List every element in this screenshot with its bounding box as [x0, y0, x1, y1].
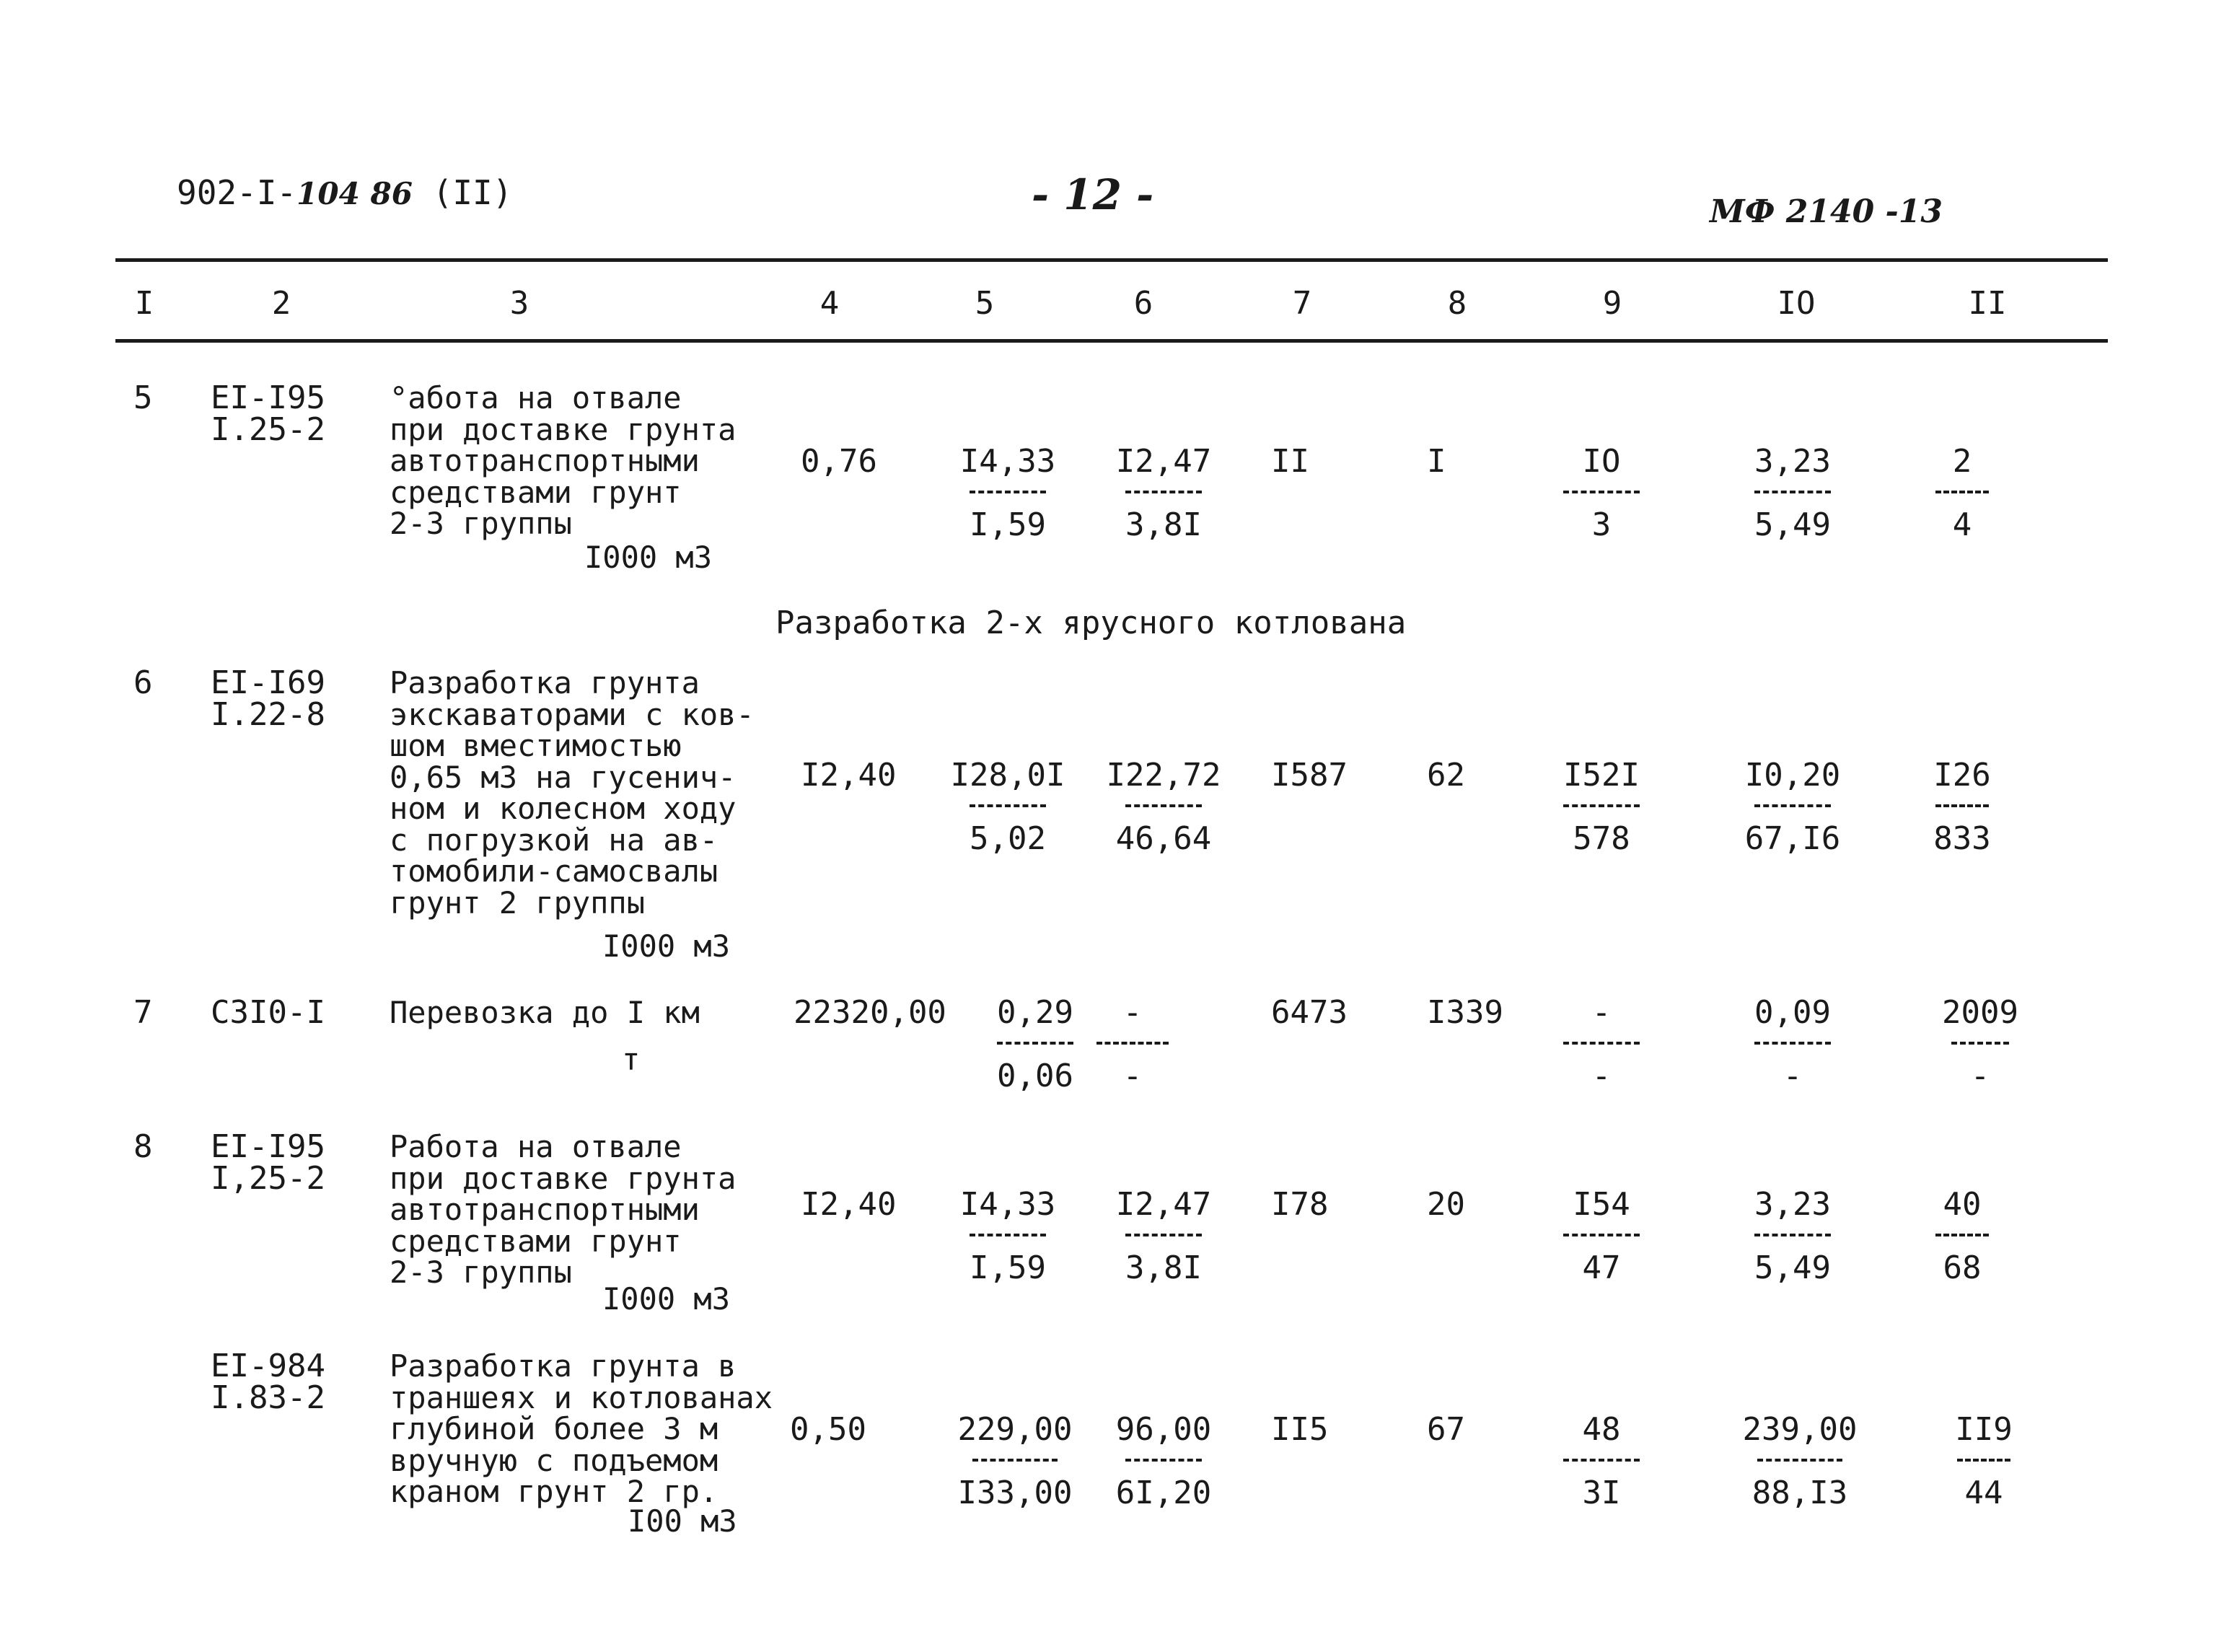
frac-bottom: I,59: [970, 1249, 1046, 1286]
frac-divider: [1754, 1234, 1830, 1236]
designation-prefix: 902-I-: [177, 173, 297, 212]
frac-top: I28,0I: [950, 757, 1065, 794]
cell-col8: 67: [1427, 1411, 1465, 1448]
row-code: EI-I95: [211, 1128, 325, 1165]
row-unit: I000 м3: [584, 540, 713, 575]
frac-divider: [1951, 1042, 2010, 1045]
cell-col9: [1540, 757, 1663, 857]
row-description: Перевозка до I км: [390, 995, 700, 1030]
cell-col8: 62: [1427, 757, 1465, 794]
frac-bottom: 68: [1943, 1249, 1982, 1286]
cell-col6: [1102, 1186, 1225, 1286]
frac-divider: [1754, 804, 1830, 807]
frac-bottom: 6I,20: [1115, 1475, 1212, 1511]
frac-divider: [1096, 1042, 1168, 1045]
frac-bottom: I33,00: [957, 1475, 1073, 1511]
frac-top: -: [1591, 994, 1612, 1031]
column-header: I: [134, 285, 154, 322]
cell-col10: [1731, 1411, 1868, 1511]
cell-col8: I: [1427, 443, 1446, 480]
frac-divider: [1563, 1234, 1639, 1236]
cell-col5: [946, 1186, 1069, 1286]
frac-top: I26: [1933, 757, 1991, 794]
row-number: 6: [133, 664, 153, 701]
frac-divider: [1125, 491, 1201, 493]
row-unit: I00 м3: [628, 1503, 737, 1539]
designation-suffix: (II): [432, 173, 513, 212]
frac-top: I22,72: [1106, 757, 1221, 794]
frac-divider: [997, 1042, 1073, 1045]
frac-divider: [1563, 491, 1639, 493]
row-description: Разработка грунта экскаваторами с ков- шом вместимостью 0,65 м3 на гусенич- ном и колесном ходу с погрузкой на ав- томобили-самосвалы грунт 2 группы: [390, 665, 755, 921]
frac-divider: [1935, 491, 1989, 493]
cell-col11: [1919, 757, 2005, 857]
frac-bottom: -: [1591, 1058, 1612, 1094]
row-description: Работа на отвале при доставке грунта автотранспортными средствами грунт 2-3 группы: [390, 1129, 737, 1290]
cell-col11: [1933, 994, 2027, 1094]
frac-top: 239,00: [1742, 1411, 1858, 1448]
frac-top: 229,00: [957, 1411, 1073, 1448]
frac-top: I2,47: [1115, 443, 1212, 480]
frac-divider: [1563, 1042, 1639, 1045]
cell-col6: [1102, 1411, 1225, 1511]
section-title: Разработка 2-х ярусного котлована: [775, 605, 1407, 641]
cell-col4: 22320,00: [794, 994, 946, 1031]
row-number: 7: [133, 994, 153, 1031]
frac-divider: [970, 1234, 1045, 1236]
frac-top: IO: [1582, 443, 1621, 480]
frac-divider: [1125, 1234, 1201, 1236]
frac-divider: [1935, 804, 1989, 807]
row-description: Разработка грунта в траншеях и котлованах глубиной более 3 м вручную с подъемом краном грунт 2 гр.: [390, 1348, 773, 1509]
column-header: 7: [1292, 285, 1312, 322]
cell-col9: [1540, 994, 1663, 1094]
frac-divider: [1935, 1234, 1989, 1236]
frac-bottom: 3,8I: [1125, 506, 1202, 543]
frac-bottom: 44: [1964, 1475, 2003, 1511]
row-unit: I000 м3: [602, 928, 731, 964]
archive-stamp: МФ 2140 -13: [1710, 193, 1943, 230]
row-code: С3I0-I: [211, 994, 325, 1031]
frac-top: 96,00: [1115, 1411, 1212, 1448]
table-header-rule: [115, 339, 2108, 343]
cell-col9: [1540, 443, 1663, 543]
frac-top: 2: [1952, 443, 1972, 480]
frac-divider: [1754, 491, 1830, 493]
frac-bottom: I,59: [970, 506, 1046, 543]
column-header: 5: [975, 285, 995, 322]
row-code: EI-984: [211, 1348, 325, 1384]
cell-col6: [1075, 994, 1190, 1094]
row-number: 8: [133, 1128, 153, 1165]
frac-divider: [1563, 804, 1639, 807]
frac-divider: [1754, 1042, 1830, 1045]
frac-bottom: 5,02: [970, 820, 1046, 857]
frac-bottom: 47: [1582, 1249, 1621, 1286]
frac-top: 3,23: [1754, 443, 1831, 480]
row-code: EI-I69: [211, 664, 325, 701]
frac-bottom: 0,06: [997, 1058, 1073, 1094]
frac-top: 2009: [1942, 994, 2018, 1031]
frac-divider: [970, 491, 1045, 493]
row-code: I,25-2: [211, 1160, 325, 1197]
cell-col10: [1731, 1186, 1854, 1286]
row-code: I.25-2: [211, 411, 325, 448]
frac-top: I52I: [1563, 757, 1640, 794]
row-code: I.22-8: [211, 696, 325, 733]
frac-bottom: 88,I3: [1751, 1475, 1848, 1511]
page-number: - 12 -: [1032, 170, 1154, 219]
frac-bottom: -: [1783, 1058, 1803, 1094]
cell-col4: 0,50: [790, 1411, 866, 1448]
frac-divider: [1563, 1459, 1639, 1462]
cell-col5: [946, 1411, 1084, 1511]
frac-top: I54: [1573, 1186, 1630, 1223]
cell-col4: 0,76: [801, 443, 877, 480]
cell-col8: I339: [1427, 994, 1503, 1031]
cell-col5: [946, 757, 1069, 857]
cell-col10: [1731, 994, 1854, 1094]
column-header: 6: [1133, 285, 1153, 322]
cell-col8: 20: [1427, 1186, 1465, 1223]
frac-top: I4,33: [959, 443, 1056, 480]
row-code: I.83-2: [211, 1379, 325, 1416]
column-header: 8: [1447, 285, 1467, 322]
frac-bottom: 5,49: [1754, 506, 1831, 543]
column-header: IO: [1777, 285, 1816, 322]
cell-col7: II5: [1271, 1411, 1329, 1448]
frac-divider: [1125, 1459, 1201, 1462]
column-header: 3: [509, 285, 529, 322]
frac-bottom: 3I: [1582, 1475, 1621, 1511]
cell-col6: [1102, 443, 1225, 543]
cell-col10: [1731, 443, 1854, 543]
cell-col5: [946, 443, 1069, 543]
cell-col6: [1102, 757, 1225, 857]
frac-top: -: [1122, 994, 1143, 1031]
frac-bottom: 578: [1573, 820, 1630, 857]
frac-bottom: -: [1122, 1058, 1143, 1094]
cell-col9: [1540, 1411, 1663, 1511]
document-designation: [177, 173, 512, 212]
column-header: II: [1968, 285, 2007, 322]
frac-bottom: 4: [1952, 506, 1972, 543]
frac-top: I0,20: [1744, 757, 1841, 794]
frac-top: 0,09: [1754, 994, 1831, 1031]
cell-col10: [1731, 757, 1854, 857]
frac-divider: [970, 804, 1045, 807]
cell-col7: II: [1271, 443, 1309, 480]
frac-top: I4,33: [959, 1186, 1056, 1223]
frac-top: 48: [1582, 1411, 1621, 1448]
cell-col7: I78: [1271, 1186, 1329, 1223]
row-number: 5: [133, 379, 153, 416]
frac-bottom: -: [1970, 1058, 1990, 1094]
cell-col11: [1940, 1411, 2027, 1511]
frac-top: 3,23: [1754, 1186, 1831, 1223]
cell-col7: I587: [1271, 757, 1348, 794]
designation-handwritten: 104 86: [296, 176, 413, 211]
frac-top: II9: [1955, 1411, 2013, 1448]
frac-top: 40: [1943, 1186, 1982, 1223]
column-header: 9: [1602, 285, 1622, 322]
frac-top: I2,47: [1115, 1186, 1212, 1223]
frac-bottom: 67,I6: [1744, 820, 1841, 857]
cell-col4: I2,40: [801, 1186, 897, 1223]
row-unit: I000 м3: [602, 1281, 731, 1317]
frac-bottom: 833: [1933, 820, 1991, 857]
cell-col11: [1919, 1186, 2005, 1286]
row-code: EI-I95: [211, 379, 325, 416]
row-unit: т: [622, 1042, 641, 1077]
cell-col4: I2,40: [801, 757, 897, 794]
cell-col11: [1919, 443, 2005, 543]
frac-divider: [1957, 1459, 2010, 1462]
frac-bottom: 3: [1591, 506, 1612, 543]
frac-bottom: 46,64: [1115, 820, 1212, 857]
cell-col7: 6473: [1271, 994, 1348, 1031]
frac-divider: [972, 1459, 1058, 1462]
cell-col9: [1540, 1186, 1663, 1286]
frac-divider: [1757, 1459, 1842, 1462]
frac-bottom: 3,8I: [1125, 1249, 1202, 1286]
column-header: 4: [819, 285, 840, 322]
frac-bottom: 5,49: [1754, 1249, 1831, 1286]
frac-divider: [1125, 804, 1201, 807]
frac-top: 0,29: [997, 994, 1073, 1031]
table-top-rule: [115, 258, 2108, 262]
row-description: °абота на отвале при доставке грунта автотранспортными средствами грунт 2-3 группы: [390, 380, 737, 541]
column-header: 2: [271, 285, 291, 322]
